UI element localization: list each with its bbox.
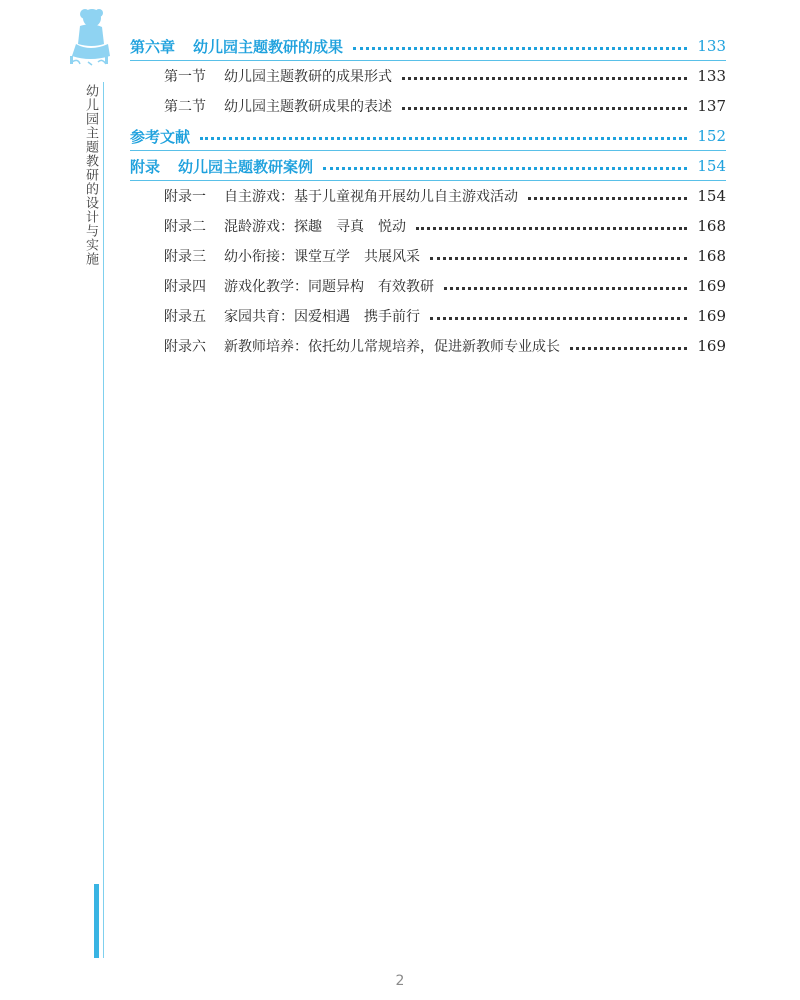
- dot-leader: [430, 317, 687, 320]
- toc-appendix-5[interactable]: [130, 301, 726, 331]
- dot-leader: [416, 227, 687, 230]
- toc-section-6-2[interactable]: [130, 91, 726, 121]
- toc-entry-page: 169: [697, 307, 726, 325]
- toc-entry-page: 168: [697, 217, 726, 235]
- dot-leader: [444, 287, 687, 290]
- side-rule: [103, 82, 104, 958]
- toc-entry-page: 168: [697, 247, 726, 265]
- child-figure-logo-icon: [58, 4, 122, 68]
- toc-entry-page: 133: [697, 37, 726, 55]
- toc-appendix-1[interactable]: [130, 181, 726, 211]
- dot-leader: [570, 347, 687, 350]
- dot-leader: [353, 47, 687, 50]
- toc-entry-number: 第一节: [164, 69, 206, 85]
- toc-entry-title: 幼小衔接：课堂互学 共展风采: [224, 249, 420, 265]
- toc-entry-title: 参考文献: [130, 127, 191, 146]
- toc-entry-page: 152: [697, 127, 726, 145]
- toc-entry-title: 自主游戏：基于儿童视角开展幼儿自主游戏活动: [224, 189, 518, 205]
- toc-entry-title: 新教师培养：依托幼儿常规培养，促进新教师专业成长: [224, 339, 560, 355]
- dot-leader: [323, 167, 687, 170]
- toc-appendix-3[interactable]: [130, 241, 726, 271]
- toc-entry-title: 游戏化教学：同题异构 有效教研: [224, 279, 434, 295]
- toc-entry-title: 混龄游戏：探趣 寻真 悦动: [224, 219, 406, 235]
- toc-entry-title: 幼儿园主题教研案例: [178, 157, 314, 176]
- toc-entry-number: 附录二: [164, 219, 206, 235]
- page-number: 2: [395, 973, 405, 989]
- dot-leader: [430, 257, 687, 260]
- toc-entry-page: 137: [697, 97, 726, 115]
- table-of-contents: [130, 31, 726, 361]
- toc-entry-number: 第六章: [130, 37, 176, 56]
- toc-entry-page: 154: [697, 157, 726, 175]
- toc-entry-page: 154: [697, 187, 726, 205]
- toc-entry-page: 169: [697, 337, 726, 355]
- toc-entry-number: 附录六: [164, 339, 206, 355]
- dot-leader: [402, 77, 687, 80]
- toc-entry-number: 附录三: [164, 249, 206, 265]
- toc-entry-title: 幼儿园主题教研的成果形式: [224, 69, 392, 85]
- toc-entry-number: 第二节: [164, 99, 206, 115]
- toc-entry-number: 附录四: [164, 279, 206, 295]
- dot-leader: [200, 137, 687, 140]
- toc-chapter-appendix[interactable]: [130, 151, 726, 181]
- dot-leader: [528, 197, 687, 200]
- dot-leader: [402, 107, 687, 110]
- toc-entry-title: 幼儿园主题教研成果的表述: [224, 99, 392, 115]
- toc-entry-number: 附录一: [164, 189, 206, 205]
- toc-entry-number: 附录: [130, 157, 161, 176]
- toc-entry-title: 幼儿园主题教研的成果: [193, 37, 344, 56]
- running-book-title: 幼儿园主题教研的设计与实施: [83, 84, 98, 266]
- toc-section-6-1[interactable]: [130, 61, 726, 91]
- toc-entry-title: 家园共育：因爱相遇 携手前行: [224, 309, 420, 325]
- toc-appendix-2[interactable]: [130, 211, 726, 241]
- toc-chapter-6[interactable]: [130, 31, 726, 61]
- toc-chapter-references[interactable]: [130, 121, 726, 151]
- toc-entry-page: 133: [697, 67, 726, 85]
- side-rule-accent-bar: [94, 884, 99, 958]
- toc-entry-number: 附录五: [164, 309, 206, 325]
- toc-appendix-6[interactable]: [130, 331, 726, 361]
- toc-entry-page: 169: [697, 277, 726, 295]
- toc-appendix-4[interactable]: [130, 271, 726, 301]
